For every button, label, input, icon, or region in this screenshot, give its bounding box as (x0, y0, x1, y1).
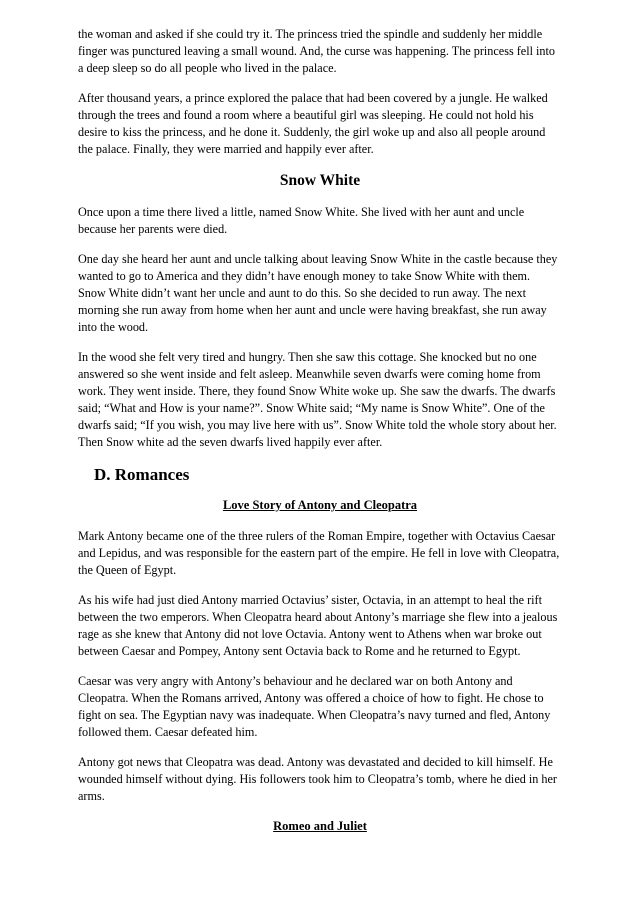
snow-white-paragraph-1: Once upon a time there lived a little, named Snow White. She lived with her aunt and uncle because her parents were died. (78, 205, 525, 236)
antony-paragraph-3: Caesar was very angry with Antony’s behaviour and he declared war on both Antony and Cleopatra. When the Romans arrived, Antony was offered a choice of how to fight. He chose to fight on sea. The Egyptian navy was inadequate. When Cleopatra’s navy turned and fled, Antony followed them. Caesar defeated him. (78, 674, 551, 739)
romances-heading: D. Romances (94, 465, 190, 484)
snow-white-paragraph-3: Snow White didn’t want her uncle and aunt to do this. So she decided to run away. The next morning she run away from home when her aunt and uncle were having breakfast, she run away into the wood. (78, 286, 547, 334)
antony-paragraph-1: Mark Antony became one of the three rulers of the Roman Empire, together with Octavius Caesar and Lepidus, and was responsible for the eastern part of the empire. He fell in love with Cleopatra, the Queen of Egypt. (78, 529, 560, 577)
snow-white-paragraph-2: One day she heard her aunt and uncle talking about leaving Snow White in the castle because they wanted to go to America and they didn’t have enough money to take Snow White with them. (78, 252, 558, 283)
snow-white-paragraph-4: In the wood she felt very tired and hungry. Then she saw this cottage. She knocked but no one answered so she went inside and felt asleep. Meanwhile seven dwarfs were coming home from work. They went inside. There, they found Snow White woke up. She saw the dwarfs. The dwarfs said; “What and How is your name?”. Snow White said; “My name is Snow White”. One of the dwarfs said; “If you wish, you may live here with us”. Snow White told the whole story about her. Then Snow white ad the seven dwarfs lived happily ever after. (78, 350, 557, 449)
antony-paragraph-2: As his wife had just died Antony married Octavius’ sister, Octavia, in an attempt to heal the rift between the two emperors. When Cleopatra heard about Antony’s marriage she flew into a jealous rage as she knew that Antony did not love Octavia. Antony went to Athens when war broke out between Caesar and Pompey, Antony sent Octavia back to Rome and he returned to Egypt. (78, 593, 558, 658)
romeo-juliet-title: Romeo and Juliet (273, 819, 367, 833)
antony-cleopatra-title: Love Story of Antony and Cleopatra (222, 498, 418, 512)
snow-white-title: Snow White (279, 172, 361, 189)
document-page (78, 26, 562, 849)
sleeping-beauty-paragraph-1: the woman and asked if she could try it. The princess tried the spindle and suddenly her middle finger was punctured leaving a small wound. And, the curse was happening. The princess fell into a deep sleep so do all people who lived in the palace. (78, 27, 555, 75)
sleeping-beauty-paragraph-2: After thousand years, a prince explored the palace that had been covered by a jungle. He walked through the trees and found a room where a beautiful girl was sleeping. He could not hold his desire to kiss the princess, and he done it. Suddenly, the girl woke up and also all people around the palace. Finally, they were married and happily ever after. (78, 91, 548, 156)
antony-paragraph-4: Antony got news that Cleopatra was dead. Antony was devastated and decided to kill himself. He wounded himself without dying. His followers took him to Cleopatra’s tomb, where he died in her arms. (78, 755, 557, 803)
